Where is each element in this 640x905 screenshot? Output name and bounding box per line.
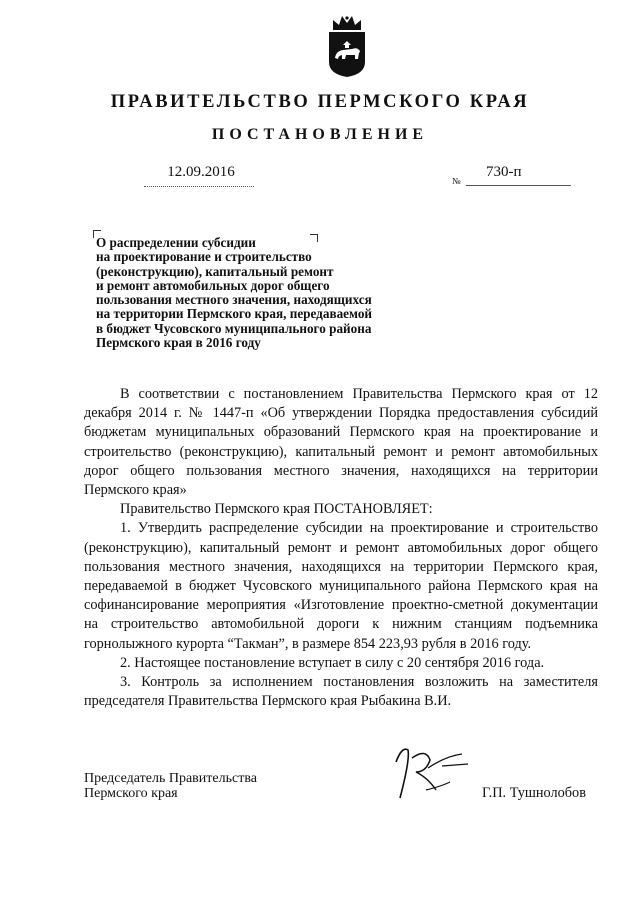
clause-3: 3. Контроль за исполнением постановления возложить на заместителя председателя Правительства Пермского края Рыбакина В.И. [84, 674, 598, 710]
number-sign: № [452, 176, 461, 186]
signer-name: Г.П. Тушнолобов [482, 785, 586, 801]
document-number: 730-п [486, 164, 522, 180]
clause-2: 2. Настоящее постановление вступает в силу с 20 сентября 2016 года. [120, 654, 545, 671]
document-subject: О распределении субсидии на проектирование и строительство (реконструкцию), капитальный ремонт и ремонт автомобильных дорог общего пользования местного значения, находящихся на территории Пермского края, передаваемой в бюджет Чусовского муниципального района Пермского края в 2016 году [96, 235, 373, 351]
signer-position: Председатель Правительства Пермского края [84, 771, 257, 801]
document-date: 12.09.2016 [167, 164, 235, 180]
document-body [84, 385, 598, 711]
handwritten-signature-icon [386, 738, 482, 802]
perm-krai-coat-of-arms-icon [324, 14, 370, 78]
date-underline [144, 186, 254, 187]
clause-1: 1. Утвердить распределение субсидии на проектирование и строительство (реконструкцию), капитальный ремонт и ремонт автомобильных дорог общего пользования местного значения, находящихся на территории Пермского края, передаваемой в бюджет Чусовского муниципального района Пермского края на софинансирование мероприятия «Изготовление проектно-сметной документации на строительство автомобильной дороги к нижним станциям подъемника горнолыжного курорта “Такман”, в размере 854 223,93 рубля в 2016 году. [84, 520, 598, 652]
preamble-paragraph: В соответствии с постановлением Правительства Пермского края от 12 декабря 2014 г. № 1447-п «Об утверждении Порядка предоставления субсидий бюджетам муниципальных образований Пермского края на проектирование и строительство (реконструкцию), капитальный ремонт и ремонт автомобильных дорог общего пользования местного значения, находящихся на территории Пермского края» [84, 386, 598, 499]
resolves-paragraph: Правительство Пермского края ПОСТАНОВЛЯЕТ: [120, 501, 433, 518]
government-title: ПРАВИТЕЛЬСТВО ПЕРМСКОГО КРАЯ [110, 92, 530, 112]
document-type: ПОСТАНОВЛЕНИЕ [211, 126, 429, 143]
number-underline [466, 185, 571, 186]
